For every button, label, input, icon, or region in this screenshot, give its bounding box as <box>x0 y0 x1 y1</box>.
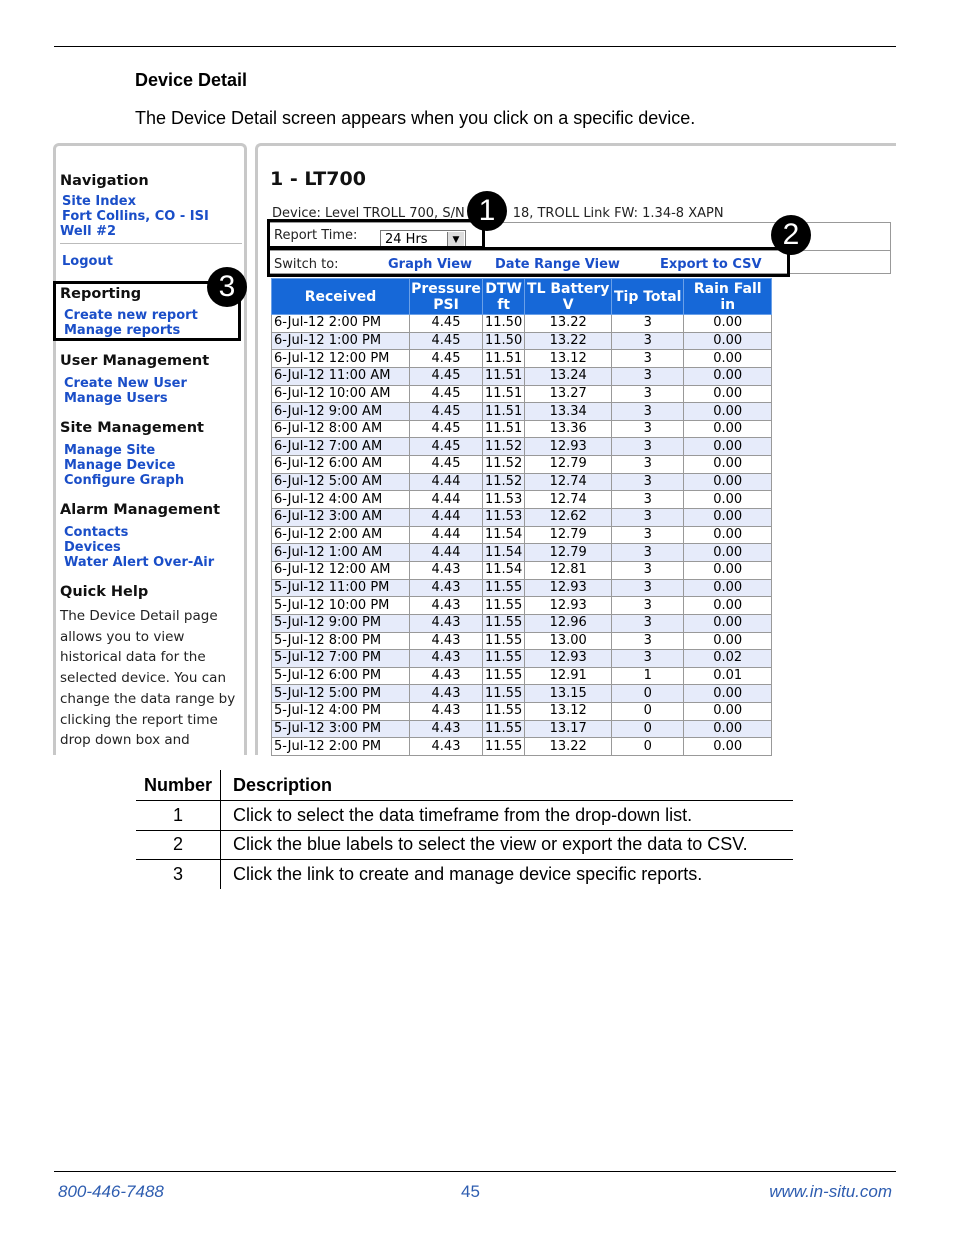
table-cell: 12.91 <box>525 667 612 685</box>
callout-box-2 <box>267 247 790 277</box>
table-cell: 11.53 <box>483 491 525 509</box>
col-dtw[interactable]: DTW ft <box>483 279 525 315</box>
table-cell: 11.54 <box>483 526 525 544</box>
table-cell: 0.00 <box>684 367 772 385</box>
table-cell: 4.45 <box>410 403 483 421</box>
table-cell: 0 <box>612 703 684 721</box>
table-cell: 4.45 <box>410 438 483 456</box>
sidebar <box>53 143 247 755</box>
table-cell: 0.02 <box>684 650 772 668</box>
table-cell: 5-Jul-12 5:00 PM <box>272 685 410 703</box>
table-row <box>272 667 772 685</box>
table-row <box>136 801 793 831</box>
table-cell: 0.00 <box>684 614 772 632</box>
link-create-user[interactable]: Create New User <box>64 376 187 391</box>
table-row <box>272 403 772 421</box>
table-cell: 12.93 <box>525 597 612 615</box>
table-cell: 0.00 <box>684 438 772 456</box>
table-row <box>272 614 772 632</box>
table-row <box>272 579 772 597</box>
link-manage-site[interactable]: Manage Site <box>64 443 156 458</box>
table-cell: 3 <box>612 632 684 650</box>
table-cell: 4.43 <box>410 597 483 615</box>
table-cell: 13.22 <box>525 332 612 350</box>
table-cell: 4.43 <box>410 667 483 685</box>
table-cell: 0.00 <box>684 473 772 491</box>
table-cell: 3 <box>612 473 684 491</box>
table-cell: 11.55 <box>483 685 525 703</box>
table-cell: 11.51 <box>483 420 525 438</box>
table-cell: 3 <box>612 561 684 579</box>
table-cell: 11.50 <box>483 315 525 333</box>
table-cell: 0.00 <box>684 350 772 368</box>
table-cell: 3 <box>612 491 684 509</box>
table-cell: 11.55 <box>483 667 525 685</box>
table-cell: 4.43 <box>410 614 483 632</box>
quick-help-text: The Device Detail page allows you to view historical data for the selected device. You can change the data range by clicking the report time drop down box and <box>60 608 236 749</box>
bottom-rule <box>54 1171 896 1172</box>
table-cell: 12.62 <box>525 509 612 527</box>
table-cell: 12.93 <box>525 438 612 456</box>
table-cell: 6-Jul-12 4:00 AM <box>272 491 410 509</box>
table-cell: 0.00 <box>684 561 772 579</box>
table-cell: 0.00 <box>684 597 772 615</box>
table-row <box>272 561 772 579</box>
table-cell: 13.24 <box>525 367 612 385</box>
table-cell: 3 <box>612 315 684 333</box>
table-cell: 4.43 <box>410 579 483 597</box>
table-cell: 3 <box>612 579 684 597</box>
table-cell: 0 <box>612 720 684 738</box>
table-cell: 5-Jul-12 6:00 PM <box>272 667 410 685</box>
table-row <box>272 456 772 474</box>
table-cell: 6-Jul-12 2:00 PM <box>272 315 410 333</box>
table-row <box>272 473 772 491</box>
table-cell: 6-Jul-12 10:00 AM <box>272 385 410 403</box>
table-cell: 3 <box>612 650 684 668</box>
table-cell: 12.93 <box>525 579 612 597</box>
callout-badge-2: 2 <box>771 215 811 255</box>
link-well-2[interactable]: Well #2 <box>60 224 117 239</box>
table-cell: 5-Jul-12 9:00 PM <box>272 614 410 632</box>
table-row <box>272 526 772 544</box>
table-row <box>272 420 772 438</box>
description-table <box>136 770 793 889</box>
table-cell: 3 <box>612 350 684 368</box>
table-cell: 3 <box>612 597 684 615</box>
row-number: 2 <box>136 830 221 860</box>
table-cell: 3 <box>612 456 684 474</box>
table-cell: 12.81 <box>525 561 612 579</box>
link-water-alert[interactable]: Water Alert Over-Air <box>64 555 215 570</box>
table-cell: 0.00 <box>684 403 772 421</box>
table-cell: 3 <box>612 403 684 421</box>
table-row <box>272 544 772 562</box>
table-cell: 13.15 <box>525 685 612 703</box>
table-cell: 13.36 <box>525 420 612 438</box>
table-cell: 4.43 <box>410 703 483 721</box>
table-cell: 11.53 <box>483 509 525 527</box>
table-cell: 0.00 <box>684 544 772 562</box>
table-cell: 6-Jul-12 5:00 AM <box>272 473 410 491</box>
user-mgmt-heading: User Management <box>60 353 210 369</box>
table-cell: 0.00 <box>684 526 772 544</box>
table-cell: 0.00 <box>684 703 772 721</box>
table-cell: 11.55 <box>483 650 525 668</box>
table-cell: 4.45 <box>410 315 483 333</box>
quick-help-heading: Quick Help <box>60 584 149 600</box>
nav-separator <box>60 243 242 244</box>
table-cell: 4.43 <box>410 685 483 703</box>
export-csv-link[interactable]: Export to CSV <box>660 257 762 272</box>
table-cell: 4.44 <box>410 526 483 544</box>
table-cell: 6-Jul-12 2:00 AM <box>272 526 410 544</box>
table-cell: 4.45 <box>410 385 483 403</box>
table-cell: 5-Jul-12 11:00 PM <box>272 579 410 597</box>
table-cell: 3 <box>612 332 684 350</box>
table-cell: 0.00 <box>684 632 772 650</box>
table-cell: 11.55 <box>483 632 525 650</box>
col-tip-total[interactable]: Tip Total <box>612 279 684 315</box>
table-cell: 12.74 <box>525 491 612 509</box>
table-cell: 3 <box>612 420 684 438</box>
col-battery[interactable]: TL Battery V <box>525 279 612 315</box>
table-cell: 0.00 <box>684 385 772 403</box>
table-cell: 4.44 <box>410 544 483 562</box>
table-cell: 11.51 <box>483 367 525 385</box>
table-cell: 6-Jul-12 12:00 AM <box>272 561 410 579</box>
row-number: 1 <box>136 801 221 831</box>
table-cell: 11.55 <box>483 720 525 738</box>
table-cell: 12.79 <box>525 456 612 474</box>
table-cell: 11.51 <box>483 385 525 403</box>
link-create-report[interactable]: Create new report <box>64 308 198 323</box>
table-row <box>272 367 772 385</box>
table-cell: 6-Jul-12 3:00 AM <box>272 509 410 527</box>
table-cell: 4.45 <box>410 367 483 385</box>
col-received[interactable]: Received <box>272 279 410 315</box>
table-cell: 6-Jul-12 6:00 AM <box>272 456 410 474</box>
table-row <box>272 650 772 668</box>
table-row <box>272 720 772 738</box>
callout-badge-3: 3 <box>207 267 247 307</box>
table-cell: 3 <box>612 367 684 385</box>
table-cell: 6-Jul-12 8:00 AM <box>272 420 410 438</box>
table-row <box>272 685 772 703</box>
callout-badge-1: 1 <box>467 191 507 231</box>
table-row <box>272 738 772 756</box>
row-number: 3 <box>136 860 221 889</box>
link-devices[interactable]: Devices <box>64 540 121 555</box>
device-detail-screenshot <box>53 143 896 755</box>
table-header-row <box>272 279 772 315</box>
table-cell: 6-Jul-12 1:00 AM <box>272 544 410 562</box>
top-rule <box>54 46 896 47</box>
table-row <box>272 332 772 350</box>
table-cell: 3 <box>612 544 684 562</box>
table-cell: 13.00 <box>525 632 612 650</box>
link-manage-device[interactable]: Manage Device <box>64 458 176 473</box>
table-cell: 6-Jul-12 7:00 AM <box>272 438 410 456</box>
table-cell: 11.51 <box>483 403 525 421</box>
table-cell: 13.27 <box>525 385 612 403</box>
col-rain-fall[interactable]: Rain Fall in <box>684 279 772 315</box>
table-cell: 4.43 <box>410 632 483 650</box>
link-fort-collins[interactable]: Fort Collins, CO - ISI <box>62 209 209 224</box>
table-cell: 0.00 <box>684 579 772 597</box>
col-pressure[interactable]: Pressure PSI <box>411 280 481 313</box>
intro-paragraph: The Device Detail screen appears when you click on a specific device. <box>135 108 696 128</box>
row-description: Click the blue labels to select the view or export the data to CSV. <box>221 830 794 860</box>
table-cell: 4.45 <box>410 332 483 350</box>
device-info-right: 18, TROLL Link FW: 1.34-8 XAPN <box>512 206 724 221</box>
table-cell: 0.01 <box>684 667 772 685</box>
table-row <box>272 703 772 721</box>
table-row <box>272 315 772 333</box>
table-row <box>272 438 772 456</box>
description-header: Description <box>221 770 794 801</box>
graph-view-link[interactable]: Graph View <box>388 257 473 272</box>
link-logout[interactable]: Logout <box>62 254 113 269</box>
table-cell: 11.52 <box>483 456 525 474</box>
table-cell: 13.12 <box>525 703 612 721</box>
table-cell: 13.22 <box>525 315 612 333</box>
table-cell: 13.12 <box>525 350 612 368</box>
table-cell: 4.45 <box>410 350 483 368</box>
table-cell: 1 <box>612 667 684 685</box>
table-cell: 11.51 <box>483 350 525 368</box>
table-cell: 5-Jul-12 2:00 PM <box>272 738 410 756</box>
table-cell: 11.52 <box>483 473 525 491</box>
table-cell: 6-Jul-12 12:00 PM <box>272 350 410 368</box>
row-description: Click to select the data timeframe from the drop-down list. <box>221 801 794 831</box>
table-cell: 0.00 <box>684 720 772 738</box>
table-cell: 12.74 <box>525 473 612 491</box>
table-cell: 5-Jul-12 4:00 PM <box>272 703 410 721</box>
table-cell: 6-Jul-12 9:00 AM <box>272 403 410 421</box>
table-cell: 0.00 <box>684 332 772 350</box>
table-cell: 4.43 <box>410 720 483 738</box>
table-cell: 12.79 <box>525 544 612 562</box>
table-row <box>272 632 772 650</box>
link-manage-users[interactable]: Manage Users <box>64 391 168 406</box>
device-info-left: Device: Level TROLL 700, S/N <box>272 206 465 221</box>
link-manage-reports[interactable]: Manage reports <box>64 323 181 338</box>
table-cell: 5-Jul-12 3:00 PM <box>272 720 410 738</box>
table-row <box>272 597 772 615</box>
table-cell: 0.00 <box>684 738 772 756</box>
table-cell: 5-Jul-12 7:00 PM <box>272 650 410 668</box>
table-cell: 11.52 <box>483 438 525 456</box>
footer-url[interactable]: www.in-situ.com <box>769 1182 892 1201</box>
table-cell: 11.55 <box>483 579 525 597</box>
table-cell: 4.44 <box>410 491 483 509</box>
table-cell: 0 <box>612 685 684 703</box>
table-cell: 3 <box>612 614 684 632</box>
table-row <box>136 830 793 860</box>
footer-page-number: 45 <box>461 1182 480 1201</box>
table-cell: 4.43 <box>410 738 483 756</box>
nav-heading: Navigation <box>60 173 149 189</box>
table-cell: 11.55 <box>483 597 525 615</box>
report-time-label: Report Time: <box>274 228 358 243</box>
link-site-index[interactable]: Site Index <box>62 194 136 209</box>
table-cell: 0.00 <box>684 509 772 527</box>
table-cell: 3 <box>612 526 684 544</box>
table-cell: 0.00 <box>684 420 772 438</box>
section-title: Device Detail <box>135 70 248 90</box>
table-row <box>272 385 772 403</box>
device-title: 1 - LT700 <box>270 168 366 190</box>
table-cell: 6-Jul-12 1:00 PM <box>272 332 410 350</box>
table-cell: 11.55 <box>483 738 525 756</box>
table-cell: 11.50 <box>483 332 525 350</box>
table-cell: 0 <box>612 738 684 756</box>
table-cell: 6-Jul-12 11:00 AM <box>272 367 410 385</box>
table-cell: 4.45 <box>410 420 483 438</box>
reporting-heading: Reporting <box>60 286 142 302</box>
table-cell: 5-Jul-12 10:00 PM <box>272 597 410 615</box>
date-range-view-link[interactable]: Date Range View <box>495 257 620 272</box>
chevron-down-icon[interactable]: ▼ <box>447 232 464 248</box>
callout-box-1 <box>267 219 485 249</box>
table-row <box>272 509 772 527</box>
link-contacts[interactable]: Contacts <box>64 525 129 540</box>
table-cell: 0.00 <box>684 315 772 333</box>
alarm-mgmt-heading: Alarm Management <box>60 502 221 518</box>
table-cell: 3 <box>612 385 684 403</box>
data-table <box>271 278 772 756</box>
table-cell: 4.43 <box>410 650 483 668</box>
table-cell: 12.79 <box>525 526 612 544</box>
table-cell: 0.00 <box>684 456 772 474</box>
table-cell: 5-Jul-12 8:00 PM <box>272 632 410 650</box>
number-header: Number <box>136 770 221 801</box>
table-cell: 4.44 <box>410 473 483 491</box>
table-row <box>272 350 772 368</box>
table-cell: 11.55 <box>483 703 525 721</box>
row-description: Click the link to create and manage device specific reports. <box>233 863 703 884</box>
table-cell: 13.22 <box>525 738 612 756</box>
table-cell: 4.44 <box>410 509 483 527</box>
table-cell: 12.93 <box>525 650 612 668</box>
table-row <box>272 491 772 509</box>
table-cell: 13.34 <box>525 403 612 421</box>
table-cell: 4.43 <box>410 561 483 579</box>
table-cell: 4.45 <box>410 456 483 474</box>
switch-to-label: Switch to: <box>274 257 339 272</box>
table-row <box>136 860 793 889</box>
footer-phone: 800-446-7488 <box>58 1182 164 1201</box>
table-cell: 3 <box>612 438 684 456</box>
table-cell: 3 <box>612 509 684 527</box>
table-cell: 11.54 <box>483 561 525 579</box>
table-cell: 0.00 <box>684 491 772 509</box>
site-mgmt-heading: Site Management <box>60 420 204 436</box>
table-cell: 0.00 <box>684 685 772 703</box>
table-cell: 12.96 <box>525 614 612 632</box>
table-cell: 13.17 <box>525 720 612 738</box>
report-time-value: 24 Hrs <box>385 232 428 247</box>
table-cell: 11.55 <box>483 614 525 632</box>
table-cell: 11.54 <box>483 544 525 562</box>
link-configure-graph[interactable]: Configure Graph <box>64 473 185 488</box>
